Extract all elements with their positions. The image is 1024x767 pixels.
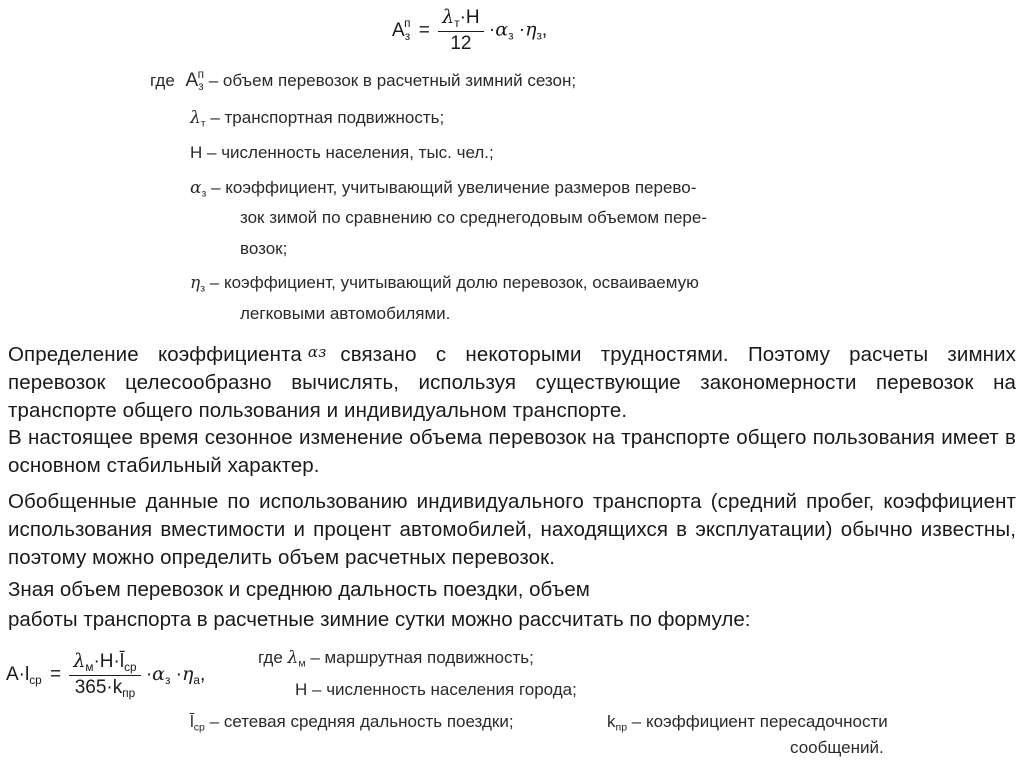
- def2-k-cont: сообщений.: [790, 738, 884, 757]
- def-eta: $\eta_з$ – коэффициент, учитывающий долю перевозок, осваиваемую: [190, 273, 699, 295]
- formula1-lhs: $A_з^п$: [392, 17, 411, 43]
- alpha-inline-symbol: αз: [307, 343, 327, 361]
- formula1-fraction: $\frac{\lambda_т\cdot H}{12}$: [438, 6, 484, 55]
- def-a: где $A_з^п$ – объем перевозок в расчетный зимний сезон;: [150, 68, 577, 94]
- def2-k: $k_{пр}$ – коэффициент пересадочности: [607, 712, 888, 734]
- paragraph-1: Определение коэффициента αз связано с некоторыми трудностями. Поэтому расчеты зимних перевозок целесообразно вычислять, используя существующие закономерности перевозок на транспорте общего пользования и индивидуальном транспорте.: [8, 343, 1016, 422]
- paragraph-5: работы транспорта в расчетные зимние сутки можно рассчитать по формуле:: [8, 608, 751, 631]
- def2-h: Н – численность населения города;: [295, 680, 577, 699]
- def2-l: $l̄_{ср}$ – сетевая средняя дальность поездки;: [190, 712, 514, 734]
- def-eta-cont: легковыми автомобилями.: [240, 304, 451, 323]
- def-alpha-cont2: возок;: [240, 239, 288, 258]
- formula2-fraction: $\frac{\lambda_м\cdot H\cdot l̄_{ср}}{365\cdot k_{пр}}$: [69, 650, 140, 700]
- def2-lambda: где $\lambda_м$ – маршрутная подвижность;: [258, 648, 534, 670]
- formula-transport-work: $A\cdot l_{ср}$ = $\frac{\lambda_м\cdot H\cdot l̄_{ср}}{365\cdot k_{пр}}$ $\cdot\alpha_з \cdot\eta_а$,: [6, 650, 206, 701]
- formula-transport-volume: $A_з^п$ = $\frac{\lambda_т\cdot H}{12}$ $\cdot\alpha_з \cdot\eta_з$,: [392, 6, 548, 55]
- def-h: Н – численность населения, тыс. чел.;: [190, 143, 494, 162]
- paragraph-4: Зная объем перевозок и среднюю дальность поездки, объем: [8, 578, 590, 601]
- def-lambda: $\lambda_т$ – транспортная подвижность;: [190, 108, 445, 130]
- paragraph-2: В настоящее время сезонное изменение объема перевозок на транспорте общего пользования имеет в основном стабильный характер.: [8, 426, 1016, 477]
- def-alpha: $\alpha_з$ – коэффициент, учитывающий увеличение размеров перево-: [190, 178, 697, 200]
- paragraph-3: Обобщенные данные по использованию индивидуального транспорта (средний пробег, коэффициент использования вместимости и процент автомобилей, находящихся в эксплуатации) обычно известны, поэтому можно определить объем расчетных перевозок.: [8, 490, 1016, 569]
- def-alpha-cont1: зок зимой по сравнению со среднегодовым объемом пере-: [240, 208, 707, 227]
